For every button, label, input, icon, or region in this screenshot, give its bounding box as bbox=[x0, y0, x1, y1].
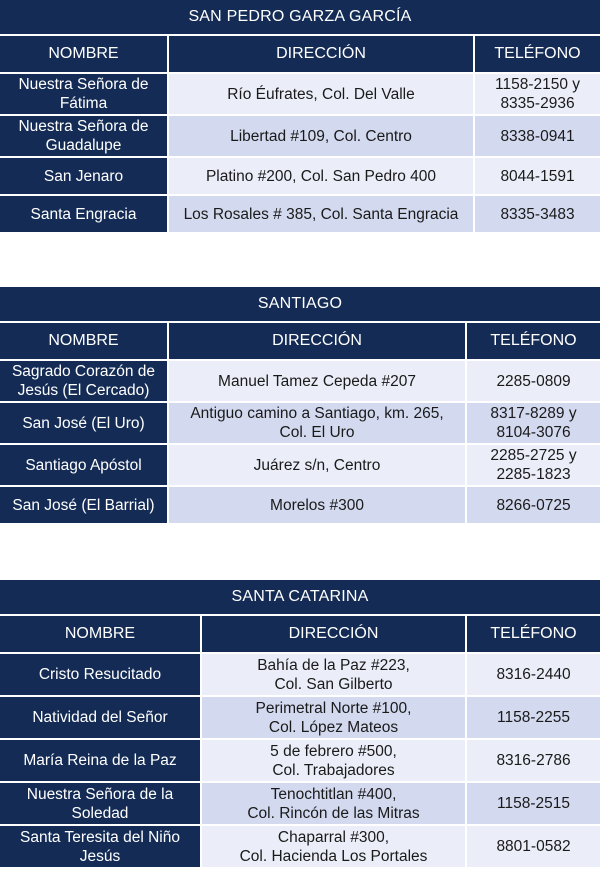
header-telefono: TELÉFONO bbox=[466, 616, 600, 653]
cell-phone: 8266-0725 bbox=[466, 486, 600, 524]
cell-phone: 8801-0582 bbox=[466, 825, 600, 868]
cell-address: Juárez s/n, Centro bbox=[168, 444, 466, 486]
section-san-pedro bbox=[0, 0, 600, 234]
cell-phone: 8335-3483 bbox=[474, 195, 600, 233]
cell-name: Nuestra Señora de Fátima bbox=[0, 73, 168, 115]
cell-phone: 8316-2440 bbox=[466, 653, 600, 696]
cell-name: María Reina de la Paz bbox=[0, 739, 201, 782]
header-nombre: NOMBRE bbox=[0, 36, 168, 73]
header-nombre: NOMBRE bbox=[0, 616, 201, 653]
cell-phone: 8338-0941 bbox=[474, 115, 600, 157]
cell-address: Antiguo camino a Santiago, km. 265, Col. El Uro bbox=[168, 402, 466, 444]
cell-phone: 8044-1591 bbox=[474, 157, 600, 195]
cell-address: Platino #200, Col. San Pedro 400 bbox=[168, 157, 474, 195]
header-nombre: NOMBRE bbox=[0, 323, 168, 360]
cell-address: Morelos #300 bbox=[168, 486, 466, 524]
cell-name: San José (El Uro) bbox=[0, 402, 168, 444]
cell-address: 5 de febrero #500, Col. Trabajadores bbox=[201, 739, 466, 782]
cell-name: Nuestra Señora de la Soledad bbox=[0, 782, 201, 825]
cell-phone: 2285-2725 y 2285-1823 bbox=[466, 444, 600, 486]
table-row bbox=[0, 825, 600, 868]
section-title: SAN PEDRO GARZA GARCÍA bbox=[0, 0, 600, 36]
cell-address: Manuel Tamez Cepeda #207 bbox=[168, 360, 466, 402]
cell-name: Cristo Resucitado bbox=[0, 653, 201, 696]
cell-phone: 8317-8289 y 8104-3076 bbox=[466, 402, 600, 444]
cell-address: Chaparral #300, Col. Hacienda Los Portales bbox=[201, 825, 466, 868]
cell-address: Perimetral Norte #100, Col. López Mateos bbox=[201, 696, 466, 739]
table-row bbox=[0, 195, 600, 233]
cell-name: Santiago Apóstol bbox=[0, 444, 168, 486]
header-direccion: DIRECCIÓN bbox=[168, 323, 466, 360]
cell-phone: 1158-2255 bbox=[466, 696, 600, 739]
cell-name: Santa Teresita del Niño Jesús bbox=[0, 825, 201, 868]
header-direccion: DIRECCIÓN bbox=[201, 616, 466, 653]
table-row bbox=[0, 157, 600, 195]
header-direccion: DIRECCIÓN bbox=[168, 36, 474, 73]
parish-table bbox=[0, 36, 600, 234]
cell-address: Tenochtitlan #400, Col. Rincón de las Mitras bbox=[201, 782, 466, 825]
header-telefono: TELÉFONO bbox=[466, 323, 600, 360]
table-row bbox=[0, 444, 600, 486]
table-row bbox=[0, 486, 600, 524]
header-row bbox=[0, 36, 600, 73]
parish-table bbox=[0, 616, 600, 869]
cell-phone: 1158-2150 y 8335-2936 bbox=[474, 73, 600, 115]
table-row bbox=[0, 360, 600, 402]
table-row bbox=[0, 402, 600, 444]
table-row bbox=[0, 739, 600, 782]
cell-address: Bahía de la Paz #223, Col. San Gilberto bbox=[201, 653, 466, 696]
section-title: SANTA CATARINA bbox=[0, 580, 600, 616]
table-row bbox=[0, 115, 600, 157]
section-title: SANTIAGO bbox=[0, 287, 600, 323]
cell-phone: 8316-2786 bbox=[466, 739, 600, 782]
table-row bbox=[0, 696, 600, 739]
parish-table bbox=[0, 323, 600, 525]
cell-name: San José (El Barrial) bbox=[0, 486, 168, 524]
section-santa-catarina bbox=[0, 580, 600, 869]
table-row bbox=[0, 73, 600, 115]
header-row bbox=[0, 616, 600, 653]
cell-name: San Jenaro bbox=[0, 157, 168, 195]
table-row bbox=[0, 782, 600, 825]
cell-phone: 1158-2515 bbox=[466, 782, 600, 825]
cell-name: Nuestra Señora de Guadalupe bbox=[0, 115, 168, 157]
section-santiago bbox=[0, 287, 600, 525]
cell-address: Libertad #109, Col. Centro bbox=[168, 115, 474, 157]
header-row bbox=[0, 323, 600, 360]
header-telefono: TELÉFONO bbox=[474, 36, 600, 73]
cell-phone: 2285-0809 bbox=[466, 360, 600, 402]
table-row bbox=[0, 653, 600, 696]
cell-address: Los Rosales # 385, Col. Santa Engracia bbox=[168, 195, 474, 233]
cell-name: Natividad del Señor bbox=[0, 696, 201, 739]
cell-name: Santa Engracia bbox=[0, 195, 168, 233]
cell-address: Río Éufrates, Col. Del Valle bbox=[168, 73, 474, 115]
cell-name: Sagrado Corazón de Jesús (El Cercado) bbox=[0, 360, 168, 402]
